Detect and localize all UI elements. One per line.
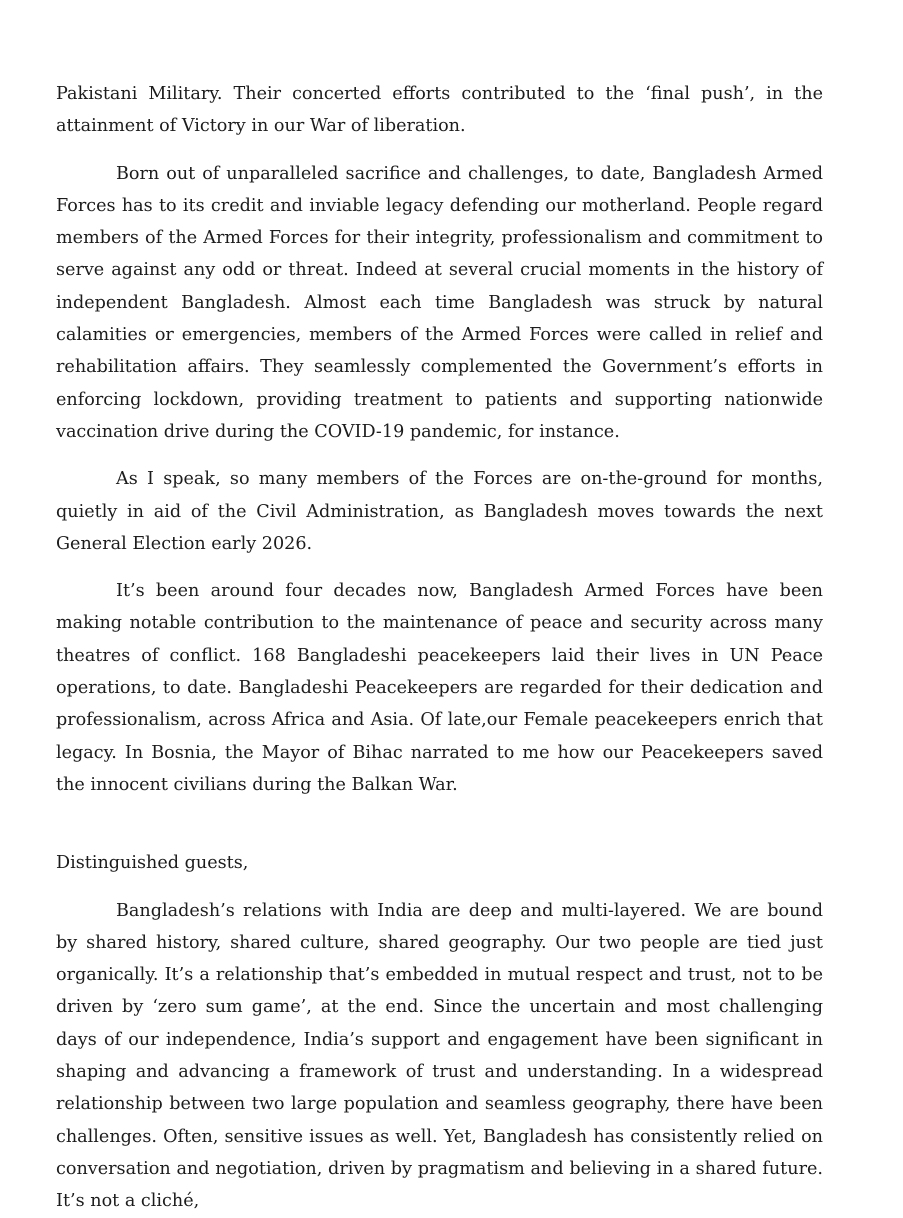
paragraph-india-relations: Bangladesh’s relations with India are deep and multi-layered. We are bound by shared history, shared culture, shared geography. Our two people are tied just organically. It’s a relationship that’s embedded in mutual respect and trust, not to be driven by ‘zero sum game’, at the end. Since the uncertain and most challenging days of our independence, India’s support and engagement have been significant in shaping and advancing a framework of trust and understanding. In a widespread relationship between two large population and seamless geography, there have been challenges. Often, sensitive issues as well. Yet, Bangladesh has consistently relied on conversation and negotiation, driven by pragmatism and believing in a shared future. It’s not a cliché, bbox=[56, 900, 823, 1212]
paragraph-salutation: Distinguished guests, bbox=[56, 853, 249, 874]
paragraph-continuation: Pakistani Military. Their concerted efforts contributed to the ‘final push’, in the attainment of Victory in our War of liberation. bbox=[56, 84, 823, 137]
paragraph-armed-forces-legacy: Born out of unparalleled sacrifice and challenges, to date, Bangladesh Armed Forces has to its credit and inviable legacy defending our motherland. People regard members of the Armed Forces for their integrity, professionalism and commitment to serve against any odd or threat. Indeed at several crucial moments in the history of independent Bangladesh. Almost each time Bangladesh was struck by natural calamities or emergencies, members of the Armed Forces were called in relief and rehabilitation affairs. They seamlessly complemented the Government’s efforts in enforcing lockdown, providing treatment to patients and supporting nationwide vaccination drive during the COVID-19 pandemic, for instance. bbox=[56, 163, 823, 442]
paragraph-civil-administration: As I speak, so many members of the Forces are on-the-ground for months, quietly in aid of the Civil Administration, as Bangladesh moves towards the next General Election early 2026. bbox=[56, 469, 823, 554]
paragraph-peacekeeping: It’s been around four decades now, Bangladesh Armed Forces have been making notable contribution to the maintenance of peace and security across many theatres of conflict. 168 Bangladeshi peacekeepers laid their lives in UN Peace operations, to date. Bangladeshi Peacekeepers are regarded for their dedication and professionalism, across Africa and Asia. Of late,our Female peacekeepers enrich that legacy. In Bosnia, the Mayor of Bihac narrated to me how our Peacekeepers saved the innocent civilians during the Balkan War. bbox=[56, 581, 823, 795]
